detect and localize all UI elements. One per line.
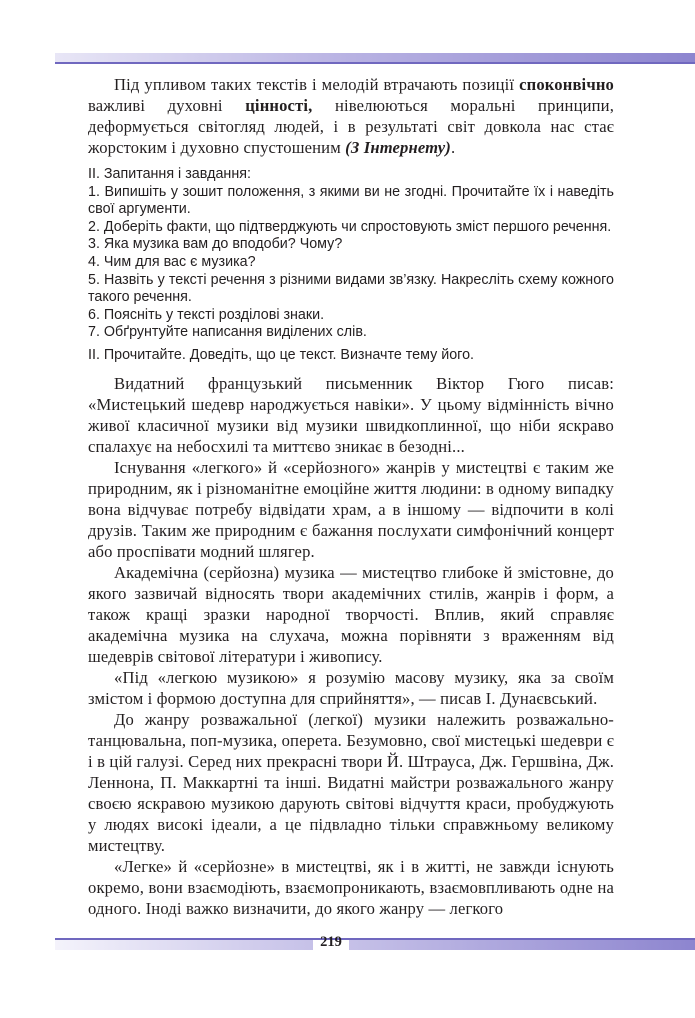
- intro-text-2: важливі духовні: [88, 96, 246, 115]
- text-paragraph: Існування «легкого» й «серйозного» жанрів у мистецтві є таким же природним, як і різноманітне емоційне життя людини: в одному випадку вона відчуває потребу відвідати храм, а в іншому — відпочити в колі друзів. Таким же природним є бажання послухати симфонічний концерт або проспівати модний шлягер.: [88, 457, 614, 561]
- footer-decoration-left: [55, 940, 313, 950]
- intro-end: .: [451, 138, 456, 157]
- question-item: 5. Назвіть у тексті речення з різними видами зв’язку. Накресліть схему кожного такого речення.: [88, 271, 614, 306]
- page-content: [88, 74, 614, 919]
- question-item: 6. Поясніть у тексті розділові знаки.: [88, 306, 325, 323]
- text-paragraph: «Під «легкою музикою» я розумію масову музику, яка за своїм змістом і формою доступна для сприйняття», — писав І. Дунаєвський.: [88, 667, 614, 708]
- questions-list: [88, 184, 614, 342]
- intro-text-3: нівелюються моральні принципи, деформується світогляд людей, і в результаті світ довкола нас стає жорстоким і духовно спустошеним: [88, 96, 614, 157]
- intro-text-1: Під упливом таких текстів і мелодій втрачають позиції: [114, 75, 520, 94]
- source-citation: (З Інтернету): [345, 138, 451, 157]
- question-item: 1. Випишіть у зошит положення, з якими ви не згодні. Прочитайте їх і наведіть свої аргументи.: [88, 183, 614, 218]
- page-number: 219: [320, 934, 342, 950]
- question-item: 4. Чим для вас є музика?: [88, 253, 256, 270]
- question-item: 7. Обґрунтуйте написання виділених слів.: [88, 324, 367, 341]
- questions-heading: ІІ. Запитання і завдання:: [88, 166, 251, 182]
- footer-decoration-right: [349, 940, 695, 950]
- header-rule: [55, 62, 695, 64]
- text-paragraph: «Легке» й «серйозне» в мистецтві, як і в житті, не завжди існують окремо, вони взаємодіють, взаємопроникають, взаємовпливають одне на одного. Іноді важко визначити, до якого жанру — легкого: [88, 856, 614, 918]
- text-paragraph: Видатний французький письменник Віктор Гюго писав: «Мистецький шедевр народжується навіки». У цьому відмінність вічно живої класичної музики від музики швидкоплинної, що ніби яскраво спалахує на небосхилі та миттєво зникає в безодні...: [88, 373, 614, 456]
- task-instruction: ІІ. Прочитайте. Доведіть, що це текст. Визначте тему його.: [88, 346, 474, 363]
- question-item: 2. Доберіть факти, що підтверджують чи спростовують зміст першого речення.: [88, 218, 612, 235]
- text-paragraph: Академічна (серйозна) музика — мистецтво глибоке й змістовне, до якого зазвичай відносять твори академічних стилів, жанрів і форм, а також кращі зразки народної творчості. Вплив, який справляє академічна музика на слухача, можна порівняти з враженням від шедеврів світової літератури і живопису.: [88, 562, 614, 666]
- highlighted-word-1: споконвічно: [519, 75, 614, 94]
- text-paragraph: До жанру розважальної (легкої) музики належить розважально-танцювальна, поп-музика, оперета. Безумовно, свої мистецькі шедеври є і в цій галузі. Серед них прекрасні твори Й. Штрауса, Дж. Гершвіна, Дж. Леннона, П. Маккартні та інші. Видатні майстри розважального жанру своєю яскравою музикою дарують світові відчуття краси, пробуджують у людях високі ідеали, а це підвладно тільки справжньому великому мистецтву.: [88, 709, 614, 855]
- intro-paragraph: [88, 74, 614, 158]
- question-item: 3. Яка музика вам до вподоби? Чому?: [88, 236, 343, 253]
- highlighted-word-2: цінності,: [245, 96, 313, 115]
